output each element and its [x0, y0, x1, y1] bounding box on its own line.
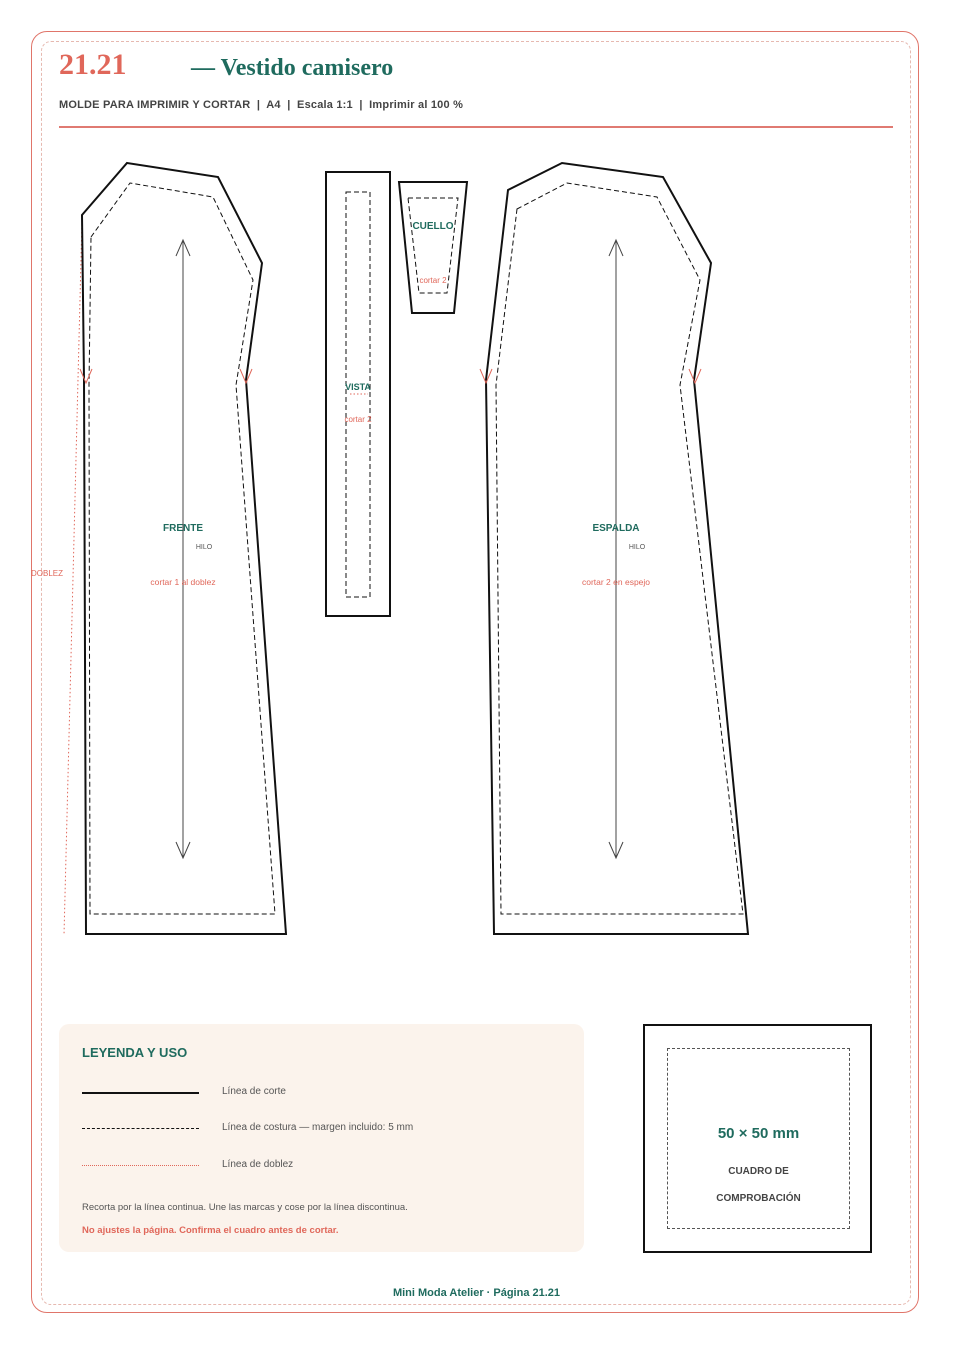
back-grain-label: HILO [628, 544, 646, 551]
facing-cut-instruction: cortar 2 [344, 415, 372, 424]
back-cut-line [486, 163, 748, 934]
legend-item-label: Línea de costura — margen incluido: 5 mm [222, 1122, 414, 1133]
front-grain-arrow [176, 240, 190, 858]
piece-facing [326, 172, 390, 616]
legend-note: Recorta por la línea continua. Une las marcas y cose por la línea discontinua. [82, 1202, 408, 1213]
footer: Mini Moda Atelier · Página 21.21 [392, 1287, 561, 1299]
print-instructions: MOLDE PARA IMPRIMIR Y CORTAR | A4 | Escala 1:1 | Imprimir al 100 % [59, 99, 464, 111]
facing-name: VISTA [345, 382, 371, 392]
legend-item-label: Línea de corte [222, 1086, 286, 1097]
piece-back [480, 163, 748, 934]
legend-panel [59, 1024, 584, 1252]
front-grain-label: HILO [195, 544, 213, 551]
back-cut-instruction: cortar 2 en espejo [581, 577, 651, 587]
page-number: 21.21 [59, 48, 127, 81]
legend-warning: No ajustes la página. Confirma el cuadro antes de cortar. [82, 1225, 339, 1236]
front-cut-instruction: cortar 1 al doblez [150, 577, 216, 587]
cut-line-sample [82, 1092, 199, 1094]
back-grain-arrow [609, 240, 623, 858]
collar-cut-line [399, 182, 467, 313]
page-title: — Vestido camisero [191, 55, 394, 81]
back-name: ESPALDA [592, 523, 640, 534]
front-seam-line [89, 183, 275, 914]
check-square-size: 50 × 50 mm [717, 1125, 800, 1142]
legend-item-fold [82, 1157, 562, 1177]
collar-name: CUELLO [412, 221, 454, 232]
piece-front [80, 163, 286, 934]
front-cut-line [82, 163, 286, 934]
check-square-inner [667, 1048, 850, 1229]
seam-line-sample [82, 1128, 199, 1129]
piece-collar [399, 182, 467, 313]
fold-label: DOBLEZ [31, 569, 64, 578]
fold-line [31, 220, 82, 935]
check-square [643, 1024, 872, 1253]
legend-item-seam [82, 1120, 562, 1140]
collar-cut-instruction: cortar 2 [419, 276, 447, 285]
check-square-label-1: CUADRO DE [728, 1166, 789, 1177]
front-notch-left [80, 369, 92, 383]
fold-line-sample [82, 1165, 199, 1166]
legend-item-cut [82, 1084, 562, 1104]
check-square-label-2: COMPROBACIÓN [716, 1193, 801, 1204]
front-name: FRENTE [163, 523, 203, 534]
legend-item-label: Línea de doblez [222, 1159, 294, 1170]
legend-title: LEYENDA Y USO [82, 1045, 188, 1060]
